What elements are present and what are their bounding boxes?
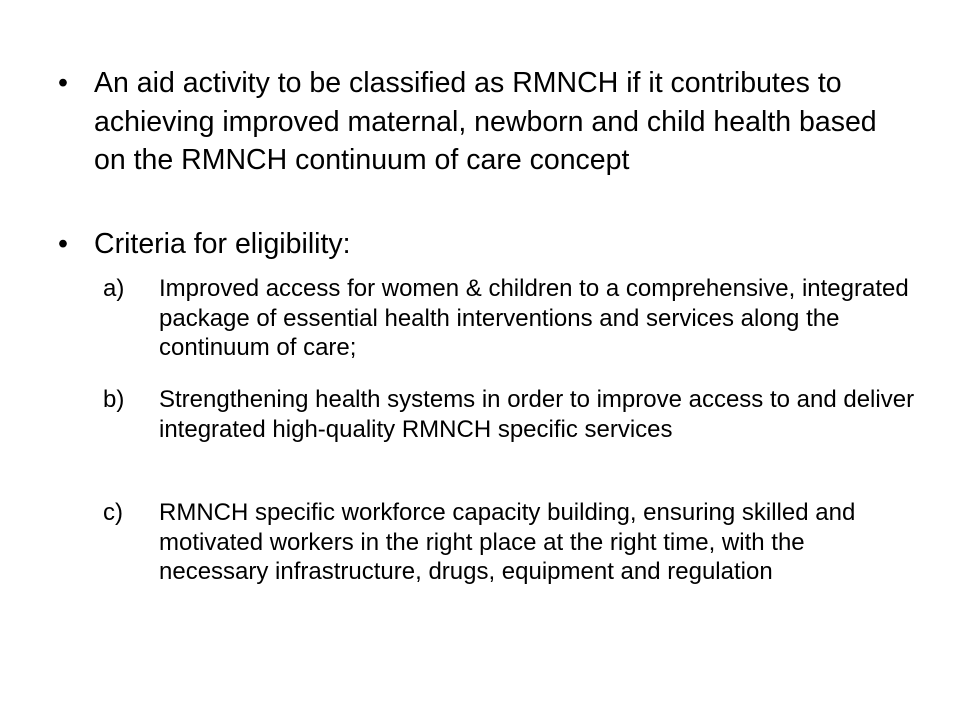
criteria-marker-a: a)	[103, 275, 125, 302]
criteria-text-c: RMNCH specific workforce capacity building, ensuring skilled and motivated workers in the right place at the right time, with the necessary infrastructure, drugs, equipment and regulation	[159, 499, 856, 585]
bullet-dot-icon: •	[58, 228, 68, 260]
bullet-text-criteria: Criteria for eligibility:	[94, 228, 351, 260]
criteria-marker-b: b)	[103, 386, 125, 413]
criteria-text-a: Improved access for women & children to a comprehensive, integrated package of essential health interventions and services along the continuum of care;	[159, 275, 909, 361]
criteria-marker-c: c)	[103, 499, 123, 526]
bullet-dot-icon: •	[58, 67, 68, 99]
criteria-text-b: Strengthening health systems in order to improve access to and deliver integrated high-quality RMNCH specific services	[159, 386, 915, 443]
bullet-text-classification: An aid activity to be classified as RMNCH if it contributes to achieving improved maternal, newborn and child health based on the RMNCH continuum of care concept	[94, 67, 877, 176]
